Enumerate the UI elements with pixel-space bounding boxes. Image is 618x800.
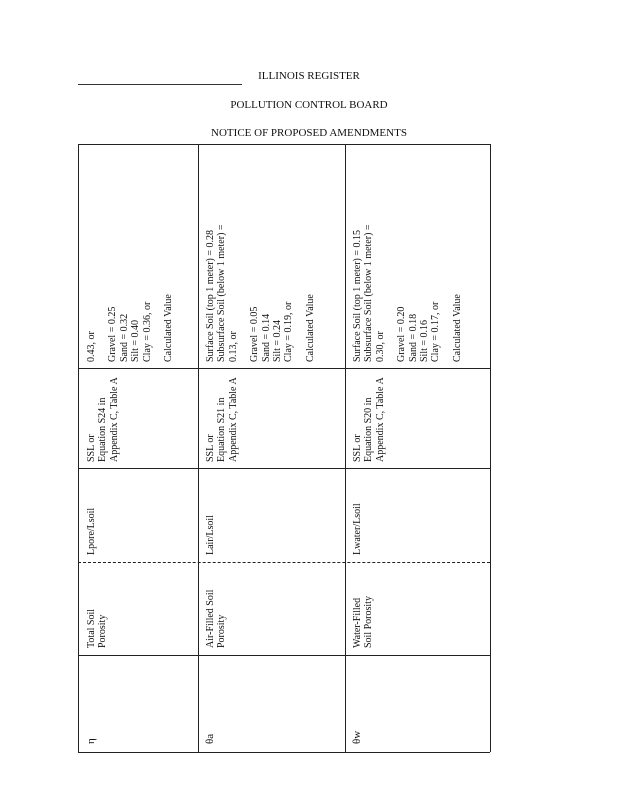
notice-title: NOTICE OF PROPOSED AMENDMENTS	[211, 127, 407, 139]
source-cell: SSL or Equation S21 in Appendix C, Table A	[205, 377, 239, 462]
table-border-left	[78, 144, 79, 752]
column-divider-value	[78, 368, 490, 369]
parameter-cell: Water-Filled Soil Porosity	[352, 596, 375, 648]
units-cell: Lpore/Lsoil	[86, 507, 97, 555]
symbol-cell: θa	[204, 733, 216, 744]
units-cell: Lwater/Lsoil	[352, 503, 363, 555]
table-border-bottom	[78, 752, 490, 753]
symbol-cell: θw	[351, 730, 363, 744]
parameter-cell: Air-Filled Soil Porosity	[205, 589, 228, 648]
header-rule	[78, 84, 242, 85]
column-divider-parameter	[78, 655, 490, 656]
parameter-cell: Total Soil Porosity	[86, 608, 109, 648]
register-title: ILLINOIS REGISTER	[258, 70, 360, 82]
row-divider-2	[345, 144, 346, 752]
source-cell: SSL or Equation S24 in Appendix C, Table A	[86, 377, 120, 462]
units-cell: Lair/Lsoil	[205, 515, 216, 555]
value-cell: Surface Soil (top 1 meter) = 0.15 Subsurface Soil (below 1 meter) = 0.30, or Gravel = 0.20 Sand = 0.18 Silt = 0.16 Clay = 0.17, or Calculated Value	[352, 224, 463, 362]
column-divider-source	[78, 468, 490, 469]
board-title: POLLUTION CONTROL BOARD	[230, 99, 388, 111]
column-divider-units	[78, 562, 490, 563]
source-cell: SSL or Equation S20 in Appendix C, Table A	[352, 377, 386, 462]
table-border-right	[490, 144, 491, 752]
table-border-top	[78, 144, 490, 145]
row-divider-1	[198, 144, 199, 752]
value-cell: Surface Soil (top 1 meter) = 0.28 Subsurface Soil (below 1 meter) = 0.13, or Gravel = 0.05 Sand = 0.14 Silt = 0.24 Clay = 0.19, or Calculated Value	[205, 224, 316, 362]
value-cell: 0.43, or Gravel = 0.25 Sand = 0.32 Silt = 0.40 Clay = 0.36, or Calculated Value	[86, 294, 175, 362]
symbol-cell: η	[85, 738, 97, 744]
